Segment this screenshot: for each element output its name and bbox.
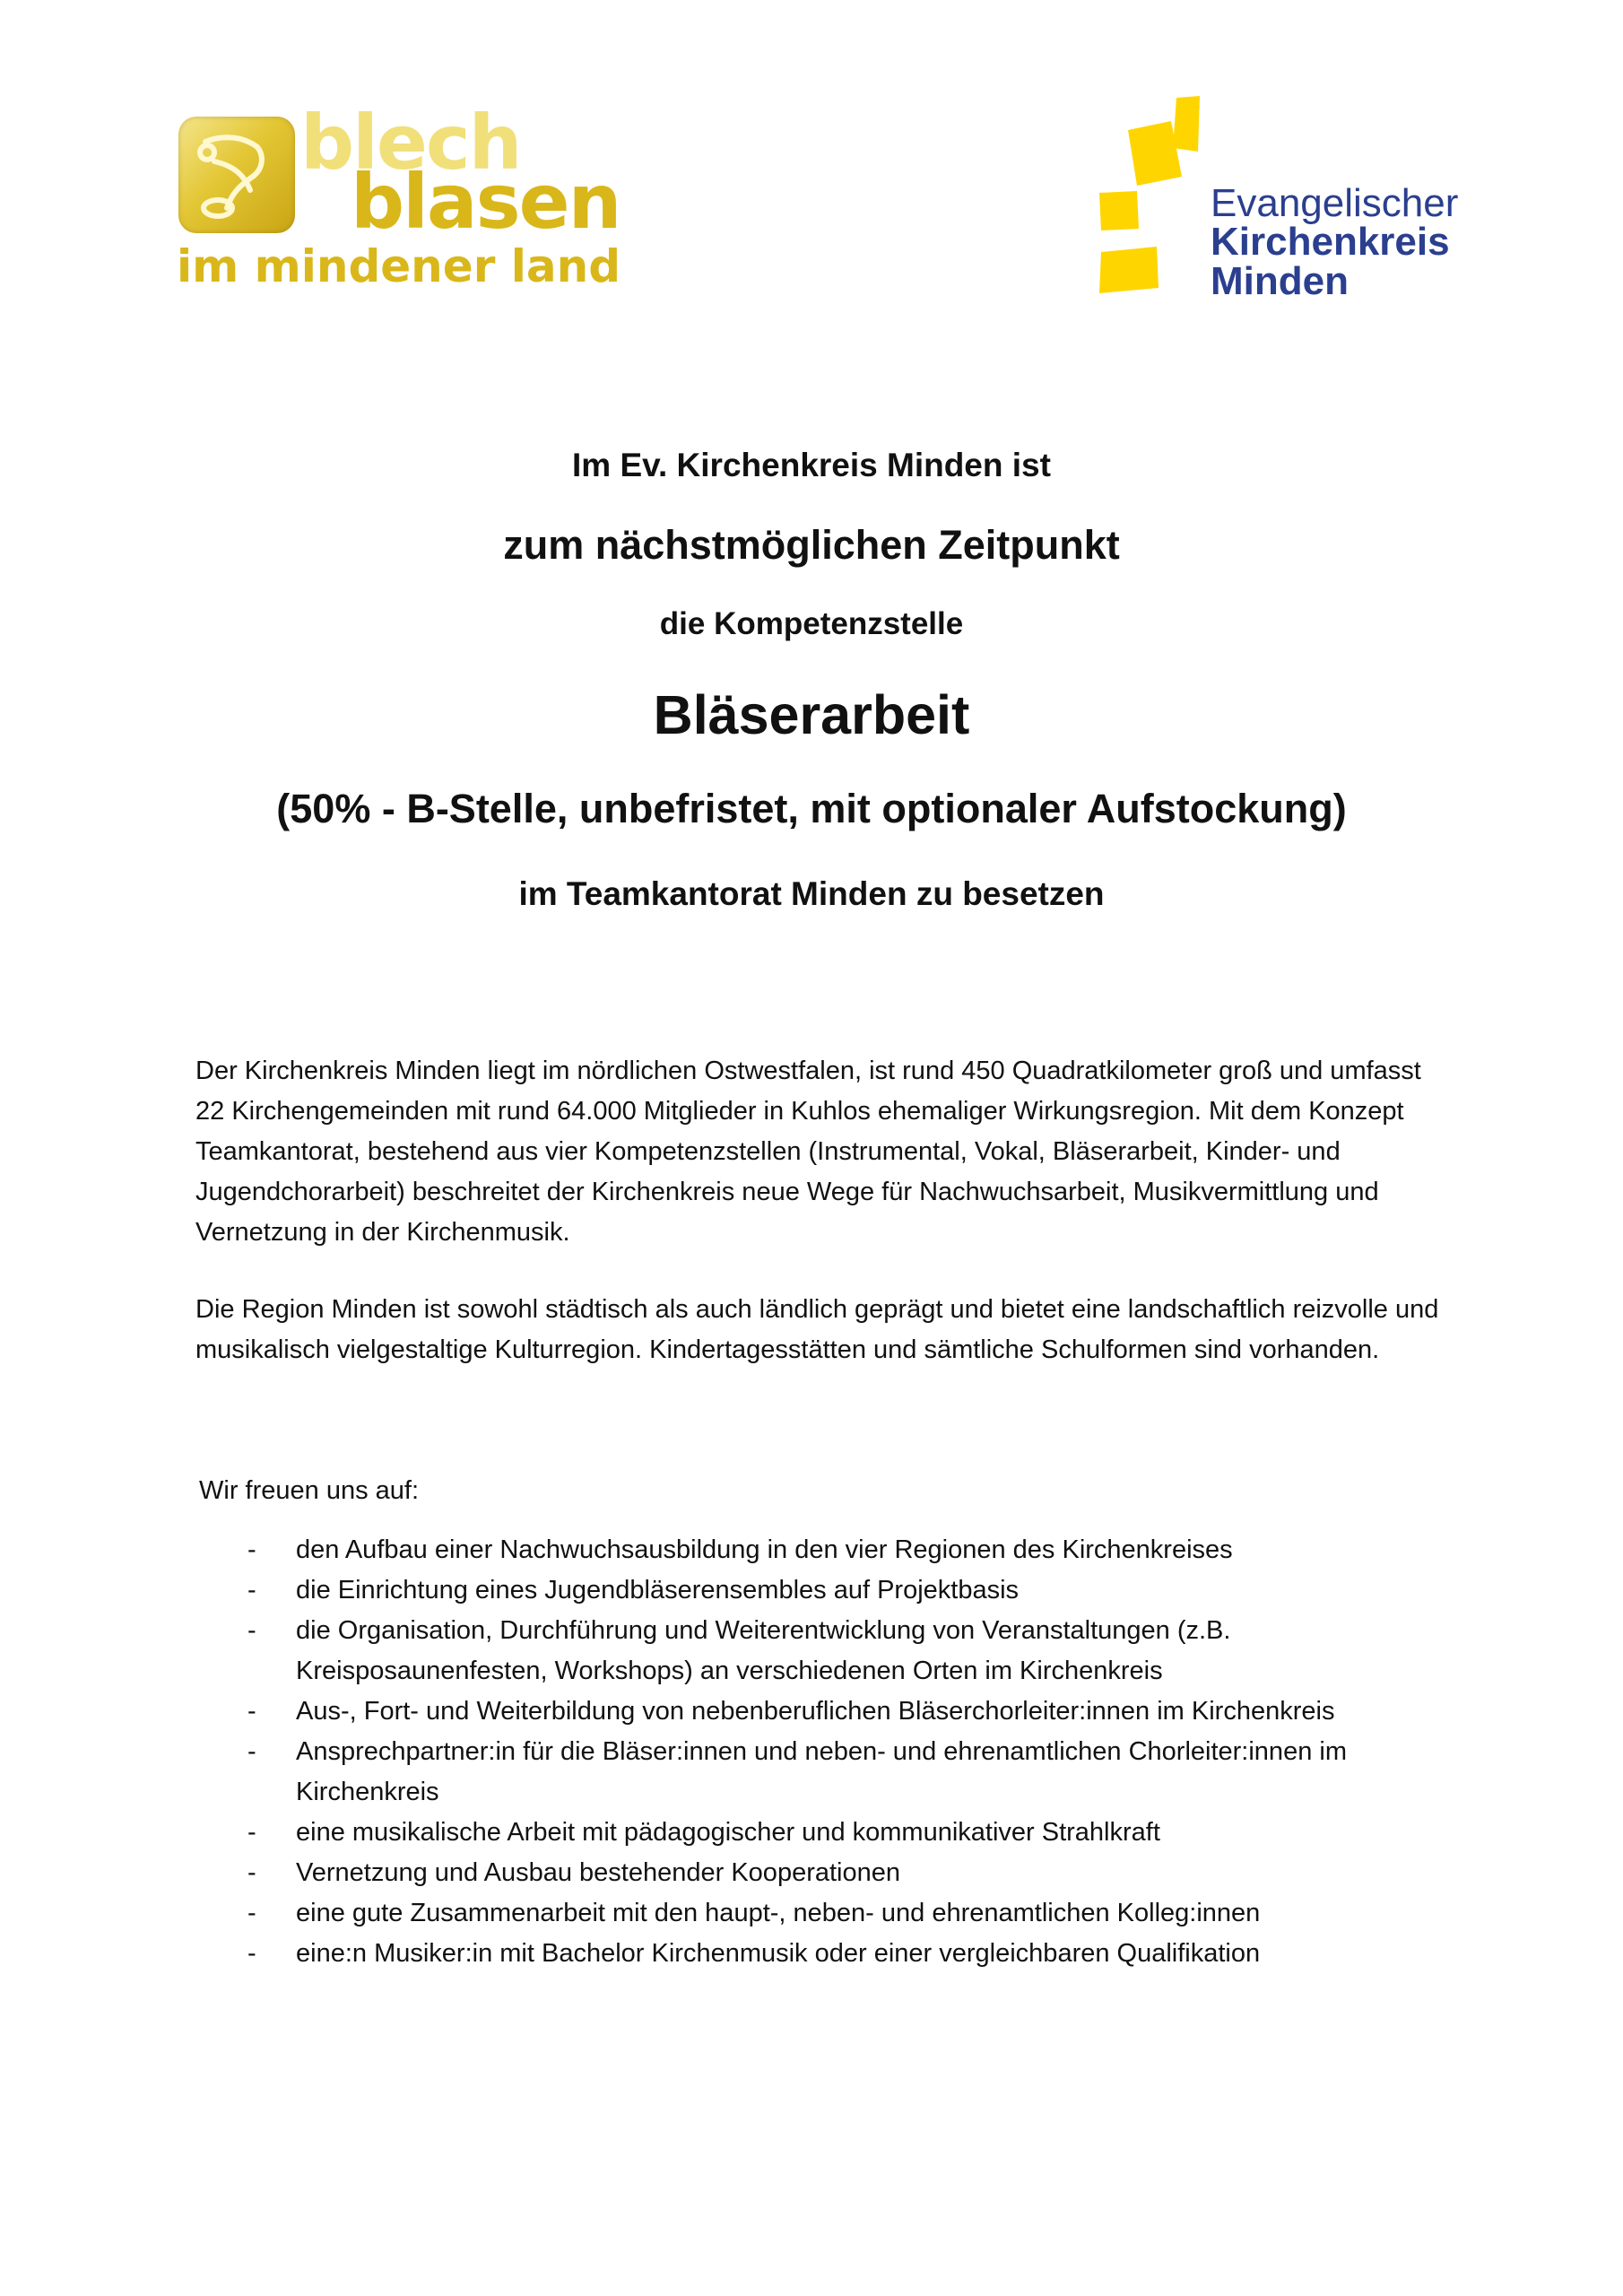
trumpet-icon [187, 126, 286, 224]
list-item-text: eine gute Zusammenarbeit mit den haupt-, neben- und ehrenamtlichen Kolleg:innen [296, 1899, 1261, 1927]
list-item [0, 1853, 1462, 1893]
list-item [0, 1813, 1462, 1853]
list-item [0, 1530, 1462, 1570]
list-intro: Wir freuen uns auf: [199, 1476, 419, 1505]
list-item [0, 1893, 1462, 1934]
list-item-text: die Einrichtung eines Jugendbläserensembles auf Projektbasis [296, 1576, 1020, 1605]
bullet-dash: - [247, 1535, 256, 1564]
list-item [0, 1692, 1462, 1732]
list-item [0, 1570, 1462, 1611]
logo-line-evangelischer: Evangelischer [1211, 181, 1459, 225]
bullet-dash: - [247, 1737, 256, 1766]
logo-word-blasen: blasen [351, 158, 621, 246]
list-item-text: Ansprechpartner:in für die Bläser:innen und neben- und ehrenamtlichen Chorleiter:innen im Kirchenkreis [296, 1737, 1347, 1806]
heading-position-label: die Kompetenzstelle [659, 606, 964, 641]
logo-line-minden: Minden [1211, 259, 1349, 303]
bullet-dash: - [247, 1939, 256, 1968]
paragraph-kirchenkreis: Der Kirchenkreis Minden liegt im nördlichen Ostwestfalen, ist rund 450 Quadratkilometer groß und umfasst 22 Kirchengemeinden mit rund 64.000 Mitglieder in Kuhlos ehemaliger Wirkungsregion. Mit dem Konzept Teamkantorat, bestehend aus vier Kompetenzstellen (Instrumental, Vokal, Bläserarbeit, Kinder- und Jugendchorarbeit) beschreitet der Kirchenkreis neue Wege für Nachwuchsarbeit, Musikvermittlung und Vernetzung in der Kirchenmusik. [195, 1057, 1421, 1247]
heading-conditions: (50% - B-Stelle, unbefristet, mit optionaler Aufstockung) [276, 786, 1347, 831]
list-item-text: Aus-, Fort- und Weiterbildung von nebenberuflichen Bläserchorleiter:innen im Kirchenkreis [296, 1697, 1335, 1726]
list-item-text: eine musikalische Arbeit mit pädagogischer und kommunikativer Strahlkraft [296, 1818, 1160, 1847]
list-item-text: eine:n Musiker:in mit Bachelor Kirchenmusik oder einer vergleichbaren Qualifikation [296, 1939, 1261, 1968]
bullet-dash: - [247, 1576, 256, 1605]
sun-rays-icon [1094, 94, 1211, 309]
logo-word-blech: blech [300, 99, 521, 187]
list-item-text: die Organisation, Durchführung und Weiterentwicklung von Veranstaltungen (z.B. Kreisposaunenfesten, Workshops) an verschiedenen Orten im Kirchenkreis [296, 1616, 1231, 1685]
list-item [0, 1611, 1462, 1692]
bullet-dash: - [247, 1858, 256, 1887]
blech-blasen-logo [175, 99, 621, 294]
task-list [0, 1530, 1623, 1974]
heading-date: zum nächstmöglichen Zeitpunkt [503, 522, 1120, 568]
logo-tagline: im mindener land [177, 240, 621, 292]
bullet-dash: - [247, 1899, 256, 1927]
bullet-dash: - [247, 1818, 256, 1847]
list-item-text: den Aufbau einer Nachwuchsausbildung in den vier Regionen des Kirchenkreises [296, 1535, 1233, 1564]
paragraph-region: Die Region Minden ist sowohl städtisch als auch ländlich geprägt und bietet eine landschaftlich reizvolle und musikalisch vielgestaltige Kulturregion. Kindertagesstätten und sämtliche Schulformen sind vorhanden. [195, 1295, 1439, 1364]
list-item-text: Vernetzung und Ausbau bestehender Kooperationen [296, 1858, 900, 1887]
bullet-dash: - [247, 1697, 256, 1726]
trumpet-badge [178, 117, 295, 233]
list-item [0, 1732, 1462, 1813]
list-item [0, 1934, 1462, 1974]
page-title: Bläserarbeit [653, 684, 970, 745]
kirchenkreis-logo [1094, 94, 1459, 309]
bullet-dash: - [247, 1616, 256, 1645]
logo-line-kirchenkreis: Kirchenkreis [1211, 220, 1450, 264]
heading-location: im Teamkantorat Minden zu besetzen [518, 875, 1105, 912]
heading-intro: Im Ev. Kirchenkreis Minden ist [572, 447, 1051, 483]
